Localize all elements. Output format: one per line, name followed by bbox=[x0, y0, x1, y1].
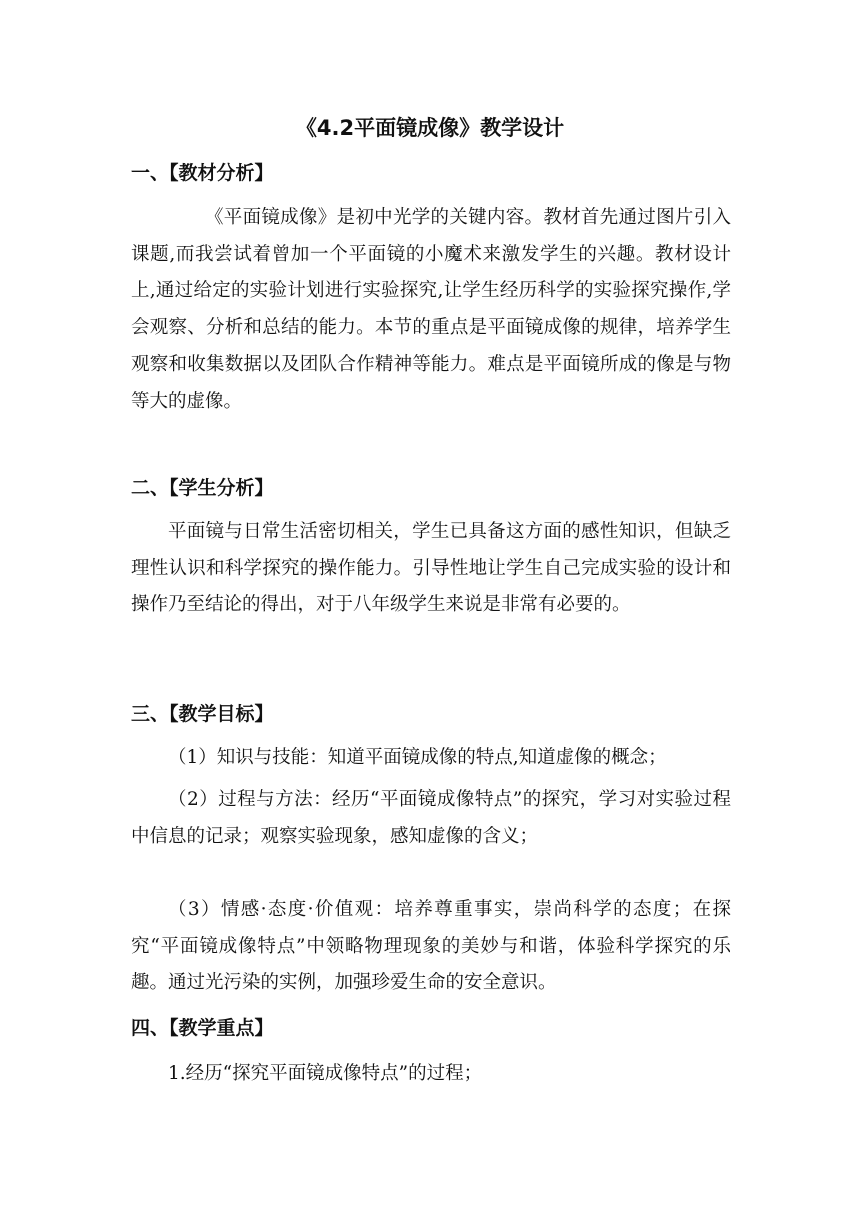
goal-item-attitude-values: （3）情感·态度·价值观：培养尊重事实，崇尚科学的态度；在探究“平面镜成像特点”中领略物理现象的美妙与和谐，体验科学探究的乐趣。通过光污染的实例，加强珍爱生命的安全意识。 bbox=[131, 899, 731, 994]
goal-item-knowledge-skills: （1）知识与技能：知道平面镜成像的特点,知道虚像的概念； bbox=[168, 747, 667, 768]
document-title: 《4.2平面镜成像》教学设计 bbox=[295, 116, 565, 140]
section-heading-textbook-analysis: 一、【教材分析】 bbox=[131, 162, 274, 184]
paragraph-textbook-analysis: 《平面镜成像》是初中光学的关键内容。教材首先通过图片引入课题,而我尝试着曾加一个平面镜的小魔术来激发学生的兴趣。教材设计上,通过给定的实验计划进行实验探究,让学生经历科学的实验探究操作,学会观察、分析和总结的能力。本节的重点是平面镜成像的规律，培养学生观察和收集数据以及团队合作精神等能力。难点是平面镜所成的像是与物等大的虚像。 bbox=[131, 207, 731, 412]
goal-item-process-method: （2）过程与方法：经历“平面镜成像特点”的探究，学习对实验过程中信息的记录；观察实验现象，感知虚像的含义； bbox=[131, 789, 731, 847]
paragraph-student-analysis: 平面镜与日常生活密切相关，学生已具备这方面的感性知识，但缺乏理性认识和科学探究的操作能力。引导性地让学生自己完成实验的设计和操作乃至结论的得出，对于八年级学生来说是非常有必要的。 bbox=[131, 521, 731, 616]
section-heading-teaching-focus: 四、【教学重点】 bbox=[131, 1017, 274, 1039]
section-heading-student-analysis: 二、【学生分析】 bbox=[131, 477, 274, 499]
section-heading-teaching-goals: 三、【教学目标】 bbox=[131, 703, 274, 725]
focus-item-1: 1.经历“探究平面镜成像特点”的过程； bbox=[168, 1063, 483, 1084]
